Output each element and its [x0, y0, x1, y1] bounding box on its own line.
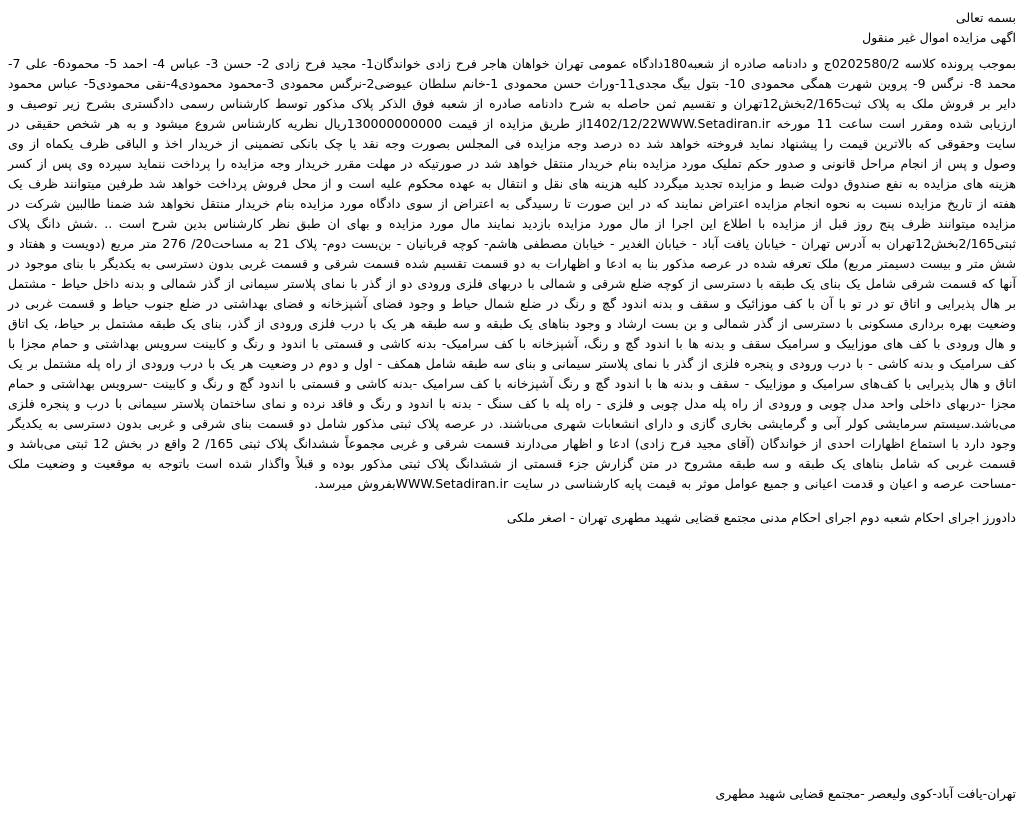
- doc-address: تهران-یافت آباد-کوی ولیعصر -مجتمع قضایی شهید مطهری: [715, 786, 1016, 801]
- doc-body: بموجب پرونده کلاسه 0202580/2ج و دادنامه صادره از شعبه180دادگاه عمومی تهران خواهان هاجر فرح زادی خواندگان1- مجید فرح زادی 2- حسن 3- عباس 4- احمد 5- محمود6- علی 7- محمد 8- نرگس 9- پروین شهرت همگی محمودی 10- بتول بیگ مجدی11-وراث حسن محمودی 1-خانم سلطان عیوضی2-نرگس محمودی 3-محمود محمودی4-نقی محمودی5- عباس محمود دایر بر فروش ملک به پلاک ثبت2/165بخش12تهران و تقسیم ثمن حاصله به شرح دادنامه صادره از شعبه فوق الذکر پلاک مذکور توسط کارشناس رسمی دادگستری بشرح زیر توصیف و ارزیابی شده ومقرر است ساعت 11 مورخه 1402/12/22WWW.Setadiran.irاز طریق مزایده از قیمت 130000000000ریال نظریه کارشناس شروع میشود و به هر شخص حقیقی در سایت وحقوقی که بالاترین قیمت را پیشنهاد نماید فروخته خواهد شد ده درصد وجه مزایده فی المجلس بصورت وجه نقد یا چک بانکی تضمینی از خریدار اخذ و الباقی ظرف یکماه از وی وصول و پس از انجام مراحل قانونی و صدور حکم تملیک مورد مزایده بنام خریدار منتقل خواهد شد در صورتیکه در مهلت مقرر خریدار وجه مزایده را پرداخت ننماید سپرده وی پس از کسر هزینه های مزایده به نفع صندوق دولت ضبط و مزایده تجدید میگردد کلیه هزینه های نقل و انتقال به عهده محکوم علیه است و از محل فروش پرداخت خواهد شد طرفین میتوانند ظرف یک هفته از تاریخ مزایده نسبت به نحوه انجام مزایده اعتراض نمایند که در این صورت تا رسیدگی به اعتراض از سوی دادگاه مورد مزایده بنام خریدار منتقل نخواهد شد ضمنا طالبین شرکت در مزایده میتوانند ظرف پنج روز قبل از مزایده با اطلاع این اجرا از مال مورد مزایده بازدید نمایند مال مورد مزایده و بهای ان طبق نظر کارشناس بدین شرح است .. .شش دانگ پلاک ثبتی2/165بخش12تهران به آدرس تهران - خیابان یافت آباد - خیابان الغدیر - خیابان مصطفی هاشم- کوچه قربانیان - بن‌بست دوم- پلاک 21 به مساحت20/ 276 متر مربع (دویست و هفتاد و شش متر و بیست دسیمتر مربع) ملک تعرفه شده در عرصه مذکور بنا به ادعا و اظهارات به دو قسمت تقسیم شده قسمت شرقی و قسمت غربی بدون دسترسی به یکدیگر با بنای موجود در آنها که قسمت شرقی شامل یک بنای یک طبقه با دسترسی از کوچه ضلع شرقی و شمالی با دربهای فلزی ورودی دو از گذر با نمای پلاستر سیمانی از گذر شمالی و بدنه داخل حیاط - مشتمل بر هال پذیرایی و اتاق تو در تو با آن با کف موزائیک و سقف و بدنه اندود گچ و رنگ در ضلع شمال حیاط و وجود فضای آشپزخانه و فضای بهداشتی در ضلع جنوب حیاط و قسمت غربی در وضعیت بهره برداری مسکونی با دسترسی از گذر شمالی و بن بست ارشاد و وجود بناهای یک طبقه و سه طبقه هر یک با درب فلزی ورودی از گذر، بنای یک طبقه مشتمل بر حیاط، یک اتاق و هال ورودی با کف های موزاییک و سرامیک سقف و بدنه ها با اندود گچ و رنگ، آشپزخانه با کف سرامیک- بدنه کاشی و قسمتی با اندود و رنگ و کابینت سرویس بهداشتی و حمام مجزا با کف سرامیک و بدنه کاشی - با درب ورودی و پنجره فلزی از گذر با نمای پلاستر سیمانی و بنای سه طبقه شامل همکف - اول و دوم در وضعیت هر یک با درب ورودی از راه پله مشتمل بر یک اتاق و هال پذیرایی با کف‌های سرامیک و موزاییک - سقف و بدنه ها با اندود گچ و رنگ آشپزخانه با کف سرامیک -بدنه کاشی و قسمتی با اندود گچ و رنگ و کابینت -سرویس بهداشتی و حمام مجزا -دربهای داخلی واحد مدل چوبی و ورودی از راه پله مدل چوبی و فلزی - راه پله با کف سنگ - بدنه با اندود و رنگ و فاقد نرده و نمای ساختمان پلاستر سیمانی با درب و پنجره فلزی می‌باشد.سیستم سرمایشی کولر آبی و گرمایشی بخاری گازی و دارای انشعابات شهری می‌باشند. در عرصه پلاک ثبتی مذکور شامل دو قسمت بنای شرقی و غربی بدون دسترسی به یکدیگر وجود دارد با استماع اظهارات احدی از خواندگان (آقای مجید فرح زادی) ادعا و اظهار می‌دارند قسمت شرقی و غربی مجموعاً ششدانگ پلاک ثبتی 165/ 2 واقع در بخش 12 ثبتی می‌باشد و قسمت غربی که شامل بناهای یک طبقه و سه طبقه مشروح در متن گزارش جزء قسمتی از ششدانگ پلاک ثبتی مذکور بوده و قبلاً واگذار شده است باتوجه به موقعیت و وضعیت ملک -مساحت عرصه و اعیان و قدمت اعیانی و جمیع عوامل موثر به قیمت پایه کارشناسی در سایت WWW.Setadiran.irبفروش میرسد.: [8, 56, 1017, 491]
- doc-heading: بسمه تعالی: [955, 10, 1016, 25]
- doc-signature: دادورز اجرای احکام شعبه دوم اجرای احکام مدنی مجتمع قضایی شهید مطهری تهران - اصغر ملکی: [506, 510, 1016, 525]
- doc-title: اگهی مزایده اموال غیر منقول: [862, 30, 1016, 45]
